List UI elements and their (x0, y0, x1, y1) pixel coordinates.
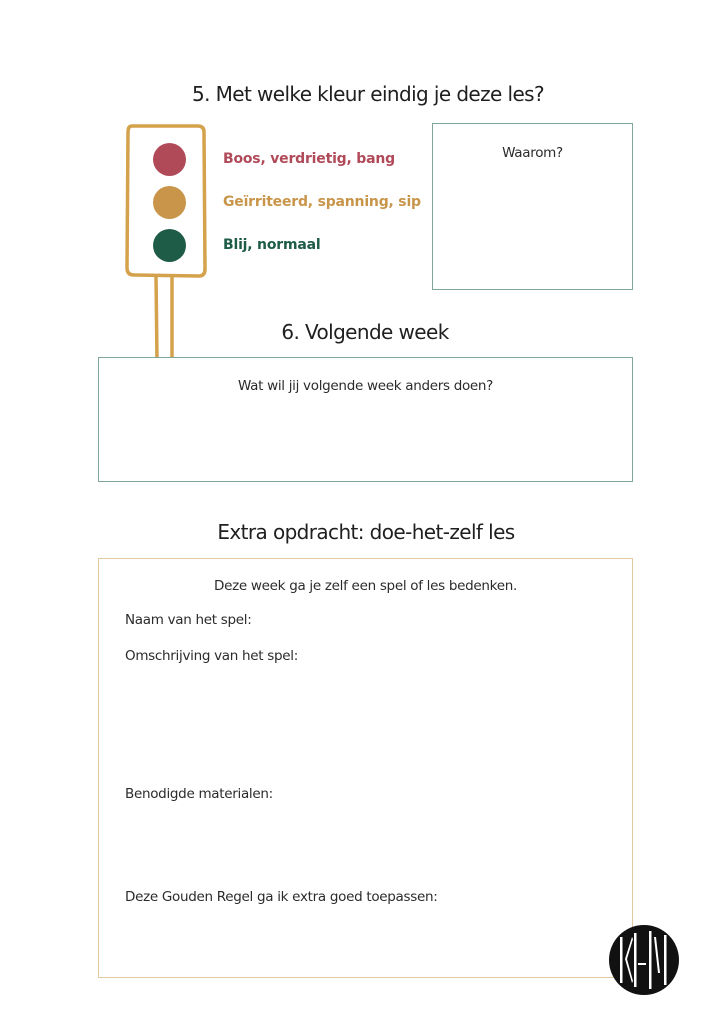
traffic-light-pole (156, 276, 172, 360)
why-box[interactable] (432, 123, 633, 290)
next-week-box[interactable] (98, 357, 633, 482)
field-golden-rule: Deze Gouden Regel ga ik extra goed toepassen: (125, 889, 438, 905)
next-week-box-label: Wat wil jij volgende week anders doen? (237, 378, 494, 394)
legend-red: Boos, verdrietig, bang (223, 151, 395, 167)
section6-heading: 6. Volgende week (281, 320, 449, 344)
legend-amber: Geïrriteerd, spanning, sip (223, 194, 421, 210)
extra-intro: Deze week ga je zelf een spel of les bedenken. (214, 578, 517, 594)
red-light-icon (153, 143, 186, 176)
extra-box[interactable] (98, 558, 633, 978)
amber-light-icon (153, 186, 186, 219)
green-light-icon (153, 229, 186, 262)
field-game-name: Naam van het spel: (125, 612, 252, 628)
why-box-label: Waarom? (502, 145, 563, 161)
field-game-description: Omschrijving van het spel: (125, 648, 298, 664)
kanu-logo-icon (607, 923, 681, 997)
field-materials: Benodigde materialen: (125, 786, 273, 802)
section5-heading: 5. Met welke kleur eindig je deze les? (192, 82, 544, 106)
extra-heading: Extra opdracht: doe-het-zelf les (217, 520, 515, 544)
legend-green: Blij, normaal (223, 237, 321, 253)
